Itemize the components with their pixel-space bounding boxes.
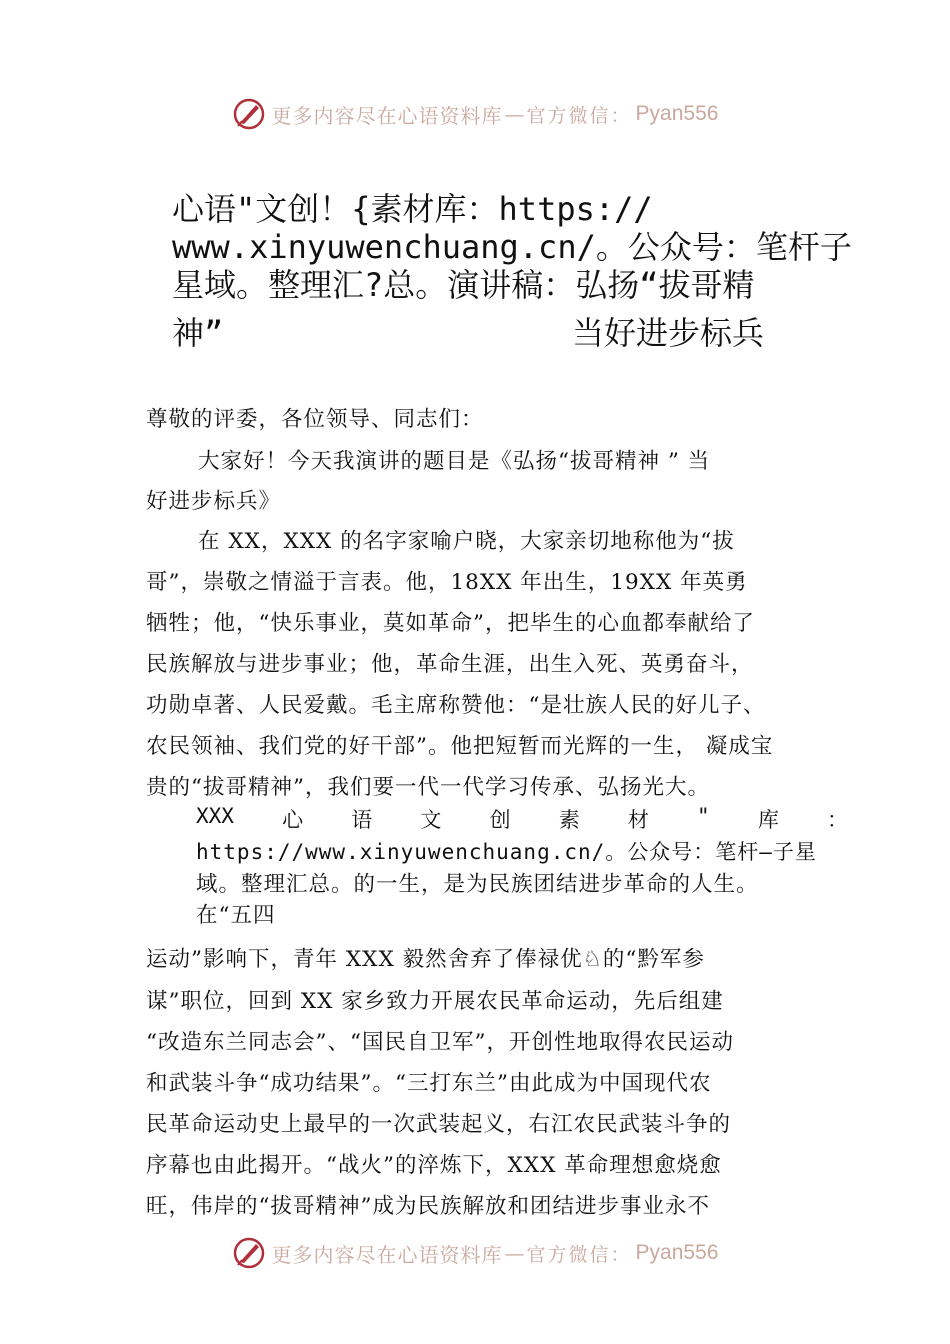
- watermark-text: 更多内容尽在心语资料库: [271, 103, 503, 128]
- paragraph-2-line: 牺牲；他，“快乐事业，莫如革命”，把毕生的心血都奉献给了: [146, 611, 755, 636]
- spread-char: ：: [827, 808, 848, 832]
- title-line-3: 星域。整理汇?总。演讲稿：弘扬“拔哥精: [172, 266, 755, 304]
- title-line-4: [172, 314, 852, 352]
- spread-char: 语: [351, 808, 373, 832]
- quill-logo-icon: [232, 1236, 266, 1270]
- paragraph-4-line: 序幕也由此揭开。“战火”的淬炼下，XXX 革命理想愈烧愈: [146, 1153, 722, 1178]
- spread-char: 文: [420, 808, 442, 832]
- paragraph-4-line: “改造东兰同志会”、“国民自卫军”，开创性地取得农民运动: [146, 1030, 734, 1055]
- footer-watermark: [0, 1233, 950, 1273]
- watermark-label: 官方微信：: [526, 104, 632, 127]
- paragraph-4-line: 和武装斗争“成功结果”。“三打东兰”由此成为中国现代农: [146, 1071, 712, 1096]
- paragraph-2-line: 农民领袖、我们党的好干部”。他把短暂而光辉的一生， 凝成宝: [146, 734, 774, 759]
- title-line-2: www.xinyuwenchuang.cn/。公众号：笔杆子: [172, 228, 852, 266]
- spread-char: XXX: [196, 804, 234, 828]
- paragraph-4-line: 谋”职位，回到 XX 家乡致力开展农民革命运动，先后组建: [146, 989, 724, 1014]
- watermark-dash: —: [504, 1241, 525, 1265]
- paragraph-3-line: 在“五四: [196, 903, 276, 928]
- paragraph-3-spread-line: [196, 804, 848, 834]
- watermark-dash: —: [504, 102, 525, 126]
- watermark-wechat-id: Pyan556: [635, 1241, 719, 1264]
- quill-logo-icon: [232, 97, 266, 131]
- title-line-4-start: 神”: [172, 314, 224, 352]
- greeting: 尊敬的评委，各位领导、同志们：: [146, 407, 484, 432]
- title-line-1: 心语"文创！{素材库：https://: [172, 190, 653, 228]
- spread-char: ": [697, 804, 710, 828]
- title-line-4-end: 当好进步标兵: [572, 314, 765, 352]
- paragraph-2-line: 功勋卓著、人民爱戴。毛主席称赞他：“是壮族人民的好儿子、: [146, 693, 766, 718]
- document-title: [172, 190, 852, 304]
- spread-char: 创: [489, 808, 511, 832]
- paragraph-4-line: 运动”影响下，青年 XXX 毅然舍弃了俸禄优♘的“黔军参: [146, 947, 705, 972]
- paragraph-1-line: 好进步标兵》: [146, 489, 282, 514]
- paragraph-4-line: 旺，伟岸的“拔哥精神”成为民族解放和团结进步事业永不: [146, 1194, 710, 1219]
- paragraph-2-line: 民族解放与进步事业；他，革命生涯，出生入死、英勇奋斗，: [146, 652, 754, 677]
- watermark-wechat-id: Pyan556: [635, 102, 719, 125]
- paragraph-3-line: 域。整理汇总。的一生，是为民族团结进步革命的人生。: [196, 872, 759, 897]
- paragraph-2-line: 哥”，崇敬之情溢于言表。他，18XX 年出生，19XX 年英勇: [146, 570, 748, 595]
- header-watermark: [0, 94, 950, 134]
- paragraph-2-line: 贵的“拔哥精神”，我们要一代一代学习传承、弘扬光大。: [146, 775, 710, 800]
- spread-char: 材: [627, 808, 649, 832]
- paragraph-2-line: 在 XX，XXX 的名字家喻户晓，大家亲切地称他为“拔: [198, 529, 735, 554]
- watermark-label: 官方微信：: [526, 1243, 632, 1266]
- spread-char: 心: [282, 808, 304, 832]
- watermark-text: 更多内容尽在心语资料库: [271, 1242, 503, 1267]
- paragraph-3-line: https://www.xinyuwenchuang.cn/。公众号：笔杆—子星: [196, 840, 817, 864]
- spread-char: 库: [757, 808, 779, 832]
- paragraph-1-line: 大家好！今天我演讲的题目是《弘扬“拔哥精神 ” 当: [198, 449, 711, 474]
- paragraph-4-line: 民革命运动史上最早的一次武装起义，右江农民武装斗争的: [146, 1112, 732, 1137]
- spread-char: 素: [558, 808, 580, 832]
